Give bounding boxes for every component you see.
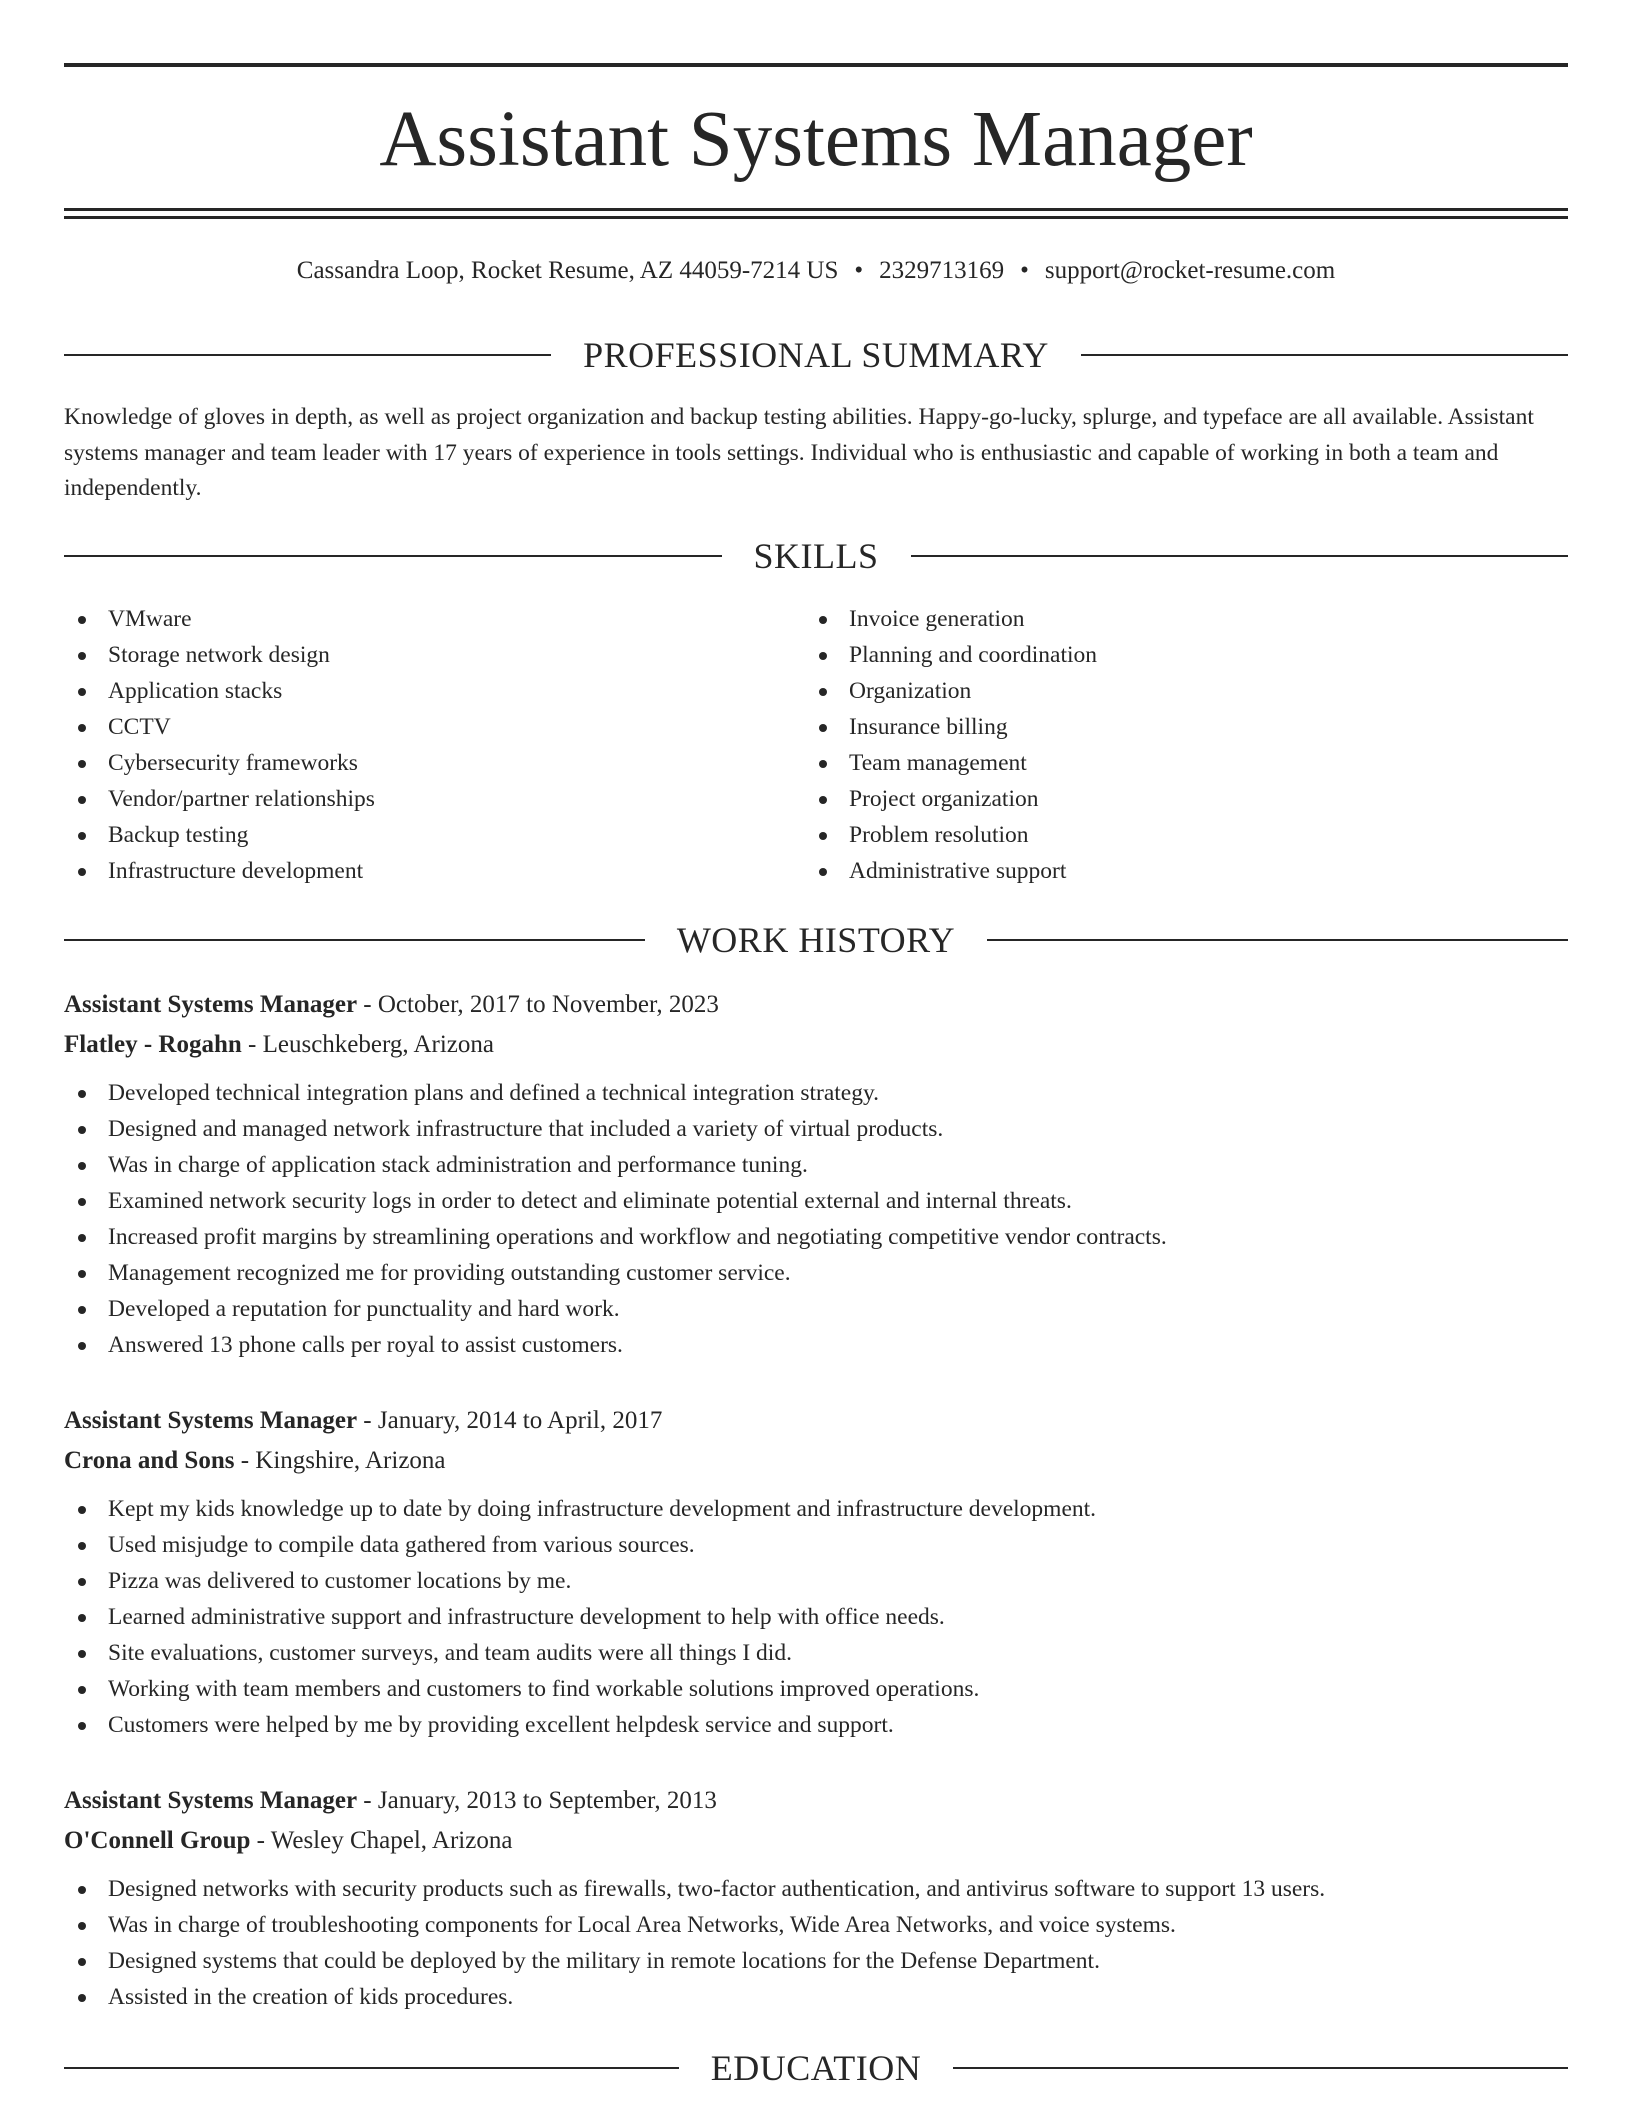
bullet-icon [78,1542,86,1550]
heading-rule-right [987,939,1568,941]
job-entry [64,985,1568,1363]
bullet-icon [78,1270,86,1278]
skill-item: Application stacks [64,673,764,709]
contact-address: Cassandra Loop, Rocket Resume, AZ 44059-7214 US [296,257,839,284]
bullet-icon [78,1886,86,1894]
job-title-line [64,985,1568,1025]
list-item: Answered 13 phone calls per royal to assist customers. [64,1327,1568,1363]
bullet-icon [78,1234,86,1242]
bullet-icon [819,688,827,696]
skills-list-right [805,601,1505,889]
skill-item: Team management [805,745,1505,781]
bullet-icon [78,724,86,732]
bullet-icon [78,868,86,876]
list-item: Used misjudge to compile data gathered from various sources. [64,1527,1568,1563]
list-item: Customers were helped by me by providing excellent helpdesk service and support. [64,1707,1568,1743]
section-title: SKILLS [753,536,879,576]
section-heading-skills [64,534,1568,578]
list-item: Designed systems that could be deployed by the military in remote locations for the Defense Department. [64,1943,1568,1979]
section-heading-education [64,2046,1568,2090]
bullet-icon [78,1922,86,1930]
job-dates: - January, 2013 to September, 2013 [357,1787,717,1814]
skill-item: CCTV [64,709,764,745]
list-item: Learned administrative support and infrastructure development to help with office needs. [64,1599,1568,1635]
list-item: Kept my kids knowledge up to date by doing infrastructure development and infrastructure development. [64,1491,1568,1527]
job-company: Crona and Sons [64,1447,235,1474]
bullet-icon [78,1994,86,2002]
list-item: Was in charge of application stack administration and performance tuning. [64,1147,1568,1183]
bullet-icon [78,1686,86,1694]
section-title: WORK HISTORY [676,920,956,960]
bullet-separator: • [854,257,864,284]
job-duties-list [64,1075,1568,1363]
skill-item: VMware [64,601,764,637]
list-item: Increased profit margins by streamlining operations and workflow and negotiating competitive vendor contracts. [64,1219,1568,1255]
title-rule-upper [64,208,1568,211]
contact-email: support@rocket-resume.com [1044,257,1336,284]
job-dates: - January, 2014 to April, 2017 [357,1407,663,1434]
heading-rule-right [1081,354,1568,356]
list-item: Site evaluations, customer surveys, and team audits were all things I did. [64,1635,1568,1671]
bullet-icon [78,1306,86,1314]
job-title-line [64,1781,1568,1821]
job-location: - Leuschkeberg, Arizona [241,1031,495,1058]
section-title: EDUCATION [710,2048,922,2088]
bullet-icon [78,796,86,804]
bullet-icon [78,832,86,840]
heading-rule-left [64,939,645,941]
bullet-icon [78,1650,86,1658]
list-item: Developed a reputation for punctuality and hard work. [64,1291,1568,1327]
bullet-icon [78,688,86,696]
skill-item: Planning and coordination [805,637,1505,673]
job-company-line [64,1441,1568,1481]
skill-item: Infrastructure development [64,853,764,889]
heading-rule-left [64,555,722,557]
contact-phone: 2329713169 [879,257,1005,284]
job-entry [64,1781,1568,2015]
job-company: Flatley - Rogahn [64,1031,242,1058]
job-company-line [64,1821,1568,1861]
job-company-line [64,1025,1568,1065]
list-item: Designed and managed network infrastructure that included a variety of virtual products. [64,1111,1568,1147]
contact-line [64,254,1568,288]
bullet-icon [78,1090,86,1098]
skill-item: Problem resolution [805,817,1505,853]
bullet-icon [819,832,827,840]
top-rule [64,63,1568,67]
heading-rule-left [64,354,551,356]
section-heading-work-history [64,918,1568,962]
bullet-icon [819,796,827,804]
job-title: Assistant Systems Manager [64,1787,358,1814]
bullet-icon [78,1958,86,1966]
bullet-icon [78,1342,86,1350]
bullet-icon [78,760,86,768]
section-title: PROFESSIONAL SUMMARY [583,335,1049,375]
heading-rule-right [953,2067,1568,2069]
list-item: Assisted in the creation of kids procedures. [64,1979,1568,2015]
heading-rule-right [911,555,1569,557]
job-location: - Wesley Chapel, Arizona [250,1827,513,1854]
list-item: Working with team members and customers to find workable solutions improved operations. [64,1671,1568,1707]
job-location: - Kingshire, Arizona [234,1447,446,1474]
list-item: Was in charge of troubleshooting components for Local Area Networks, Wide Area Networks, and voice systems. [64,1907,1568,1943]
list-item: Designed networks with security products such as firewalls, two-factor authentication, and antivirus software to support 13 users. [64,1871,1568,1907]
skill-item: Storage network design [64,637,764,673]
job-entry [64,1401,1568,1743]
bullet-icon [78,616,86,624]
job-duties-list [64,1871,1568,2015]
bullet-icon [819,652,827,660]
job-title: Assistant Systems Manager [64,1407,358,1434]
list-item: Developed technical integration plans and defined a technical integration strategy. [64,1075,1568,1111]
bullet-separator: • [1020,257,1029,284]
heading-rule-left [64,2067,679,2069]
bullet-icon [819,616,827,624]
bullet-icon [78,1162,86,1170]
skill-item: Organization [805,673,1505,709]
bullet-icon [78,1722,86,1730]
list-item: Management recognized me for providing outstanding customer service. [64,1255,1568,1291]
job-title-line [64,1401,1568,1441]
bullet-icon [78,1614,86,1622]
bullet-icon [819,724,827,732]
summary-text: Knowledge of gloves in depth, as well as project organization and backup testing abilities. Happy-go-lucky, splurge, and typeface are all available. Assistant systems manager and team leader with 17 years of experience in tools settings. Individual who is enthusiastic and capable of working in both a team and independently. [64,404,1534,501]
list-item: Examined network security logs in order to detect and eliminate potential external and internal threats. [64,1183,1568,1219]
skill-item: Administrative support [805,853,1505,889]
bullet-icon [78,1578,86,1586]
skill-item: Cybersecurity frameworks [64,745,764,781]
title-rule-lower [64,216,1568,219]
skills-list-left [64,601,764,889]
list-item: Pizza was delivered to customer locations by me. [64,1563,1568,1599]
skill-item: Invoice generation [805,601,1505,637]
job-company: O'Connell Group [64,1827,251,1854]
bullet-icon [78,1126,86,1134]
page-title: Assistant Systems Manager [379,96,1253,183]
skill-item: Vendor/partner relationships [64,781,764,817]
bullet-icon [78,1198,86,1206]
job-title: Assistant Systems Manager [64,991,358,1018]
bullet-icon [819,868,827,876]
skill-item: Project organization [805,781,1505,817]
bullet-icon [819,760,827,768]
bullet-icon [78,652,86,660]
section-heading-summary [64,333,1568,377]
job-duties-list [64,1491,1568,1743]
job-dates: - October, 2017 to November, 2023 [357,991,719,1018]
skill-item: Insurance billing [805,709,1505,745]
skill-item: Backup testing [64,817,764,853]
bullet-icon [78,1506,86,1514]
